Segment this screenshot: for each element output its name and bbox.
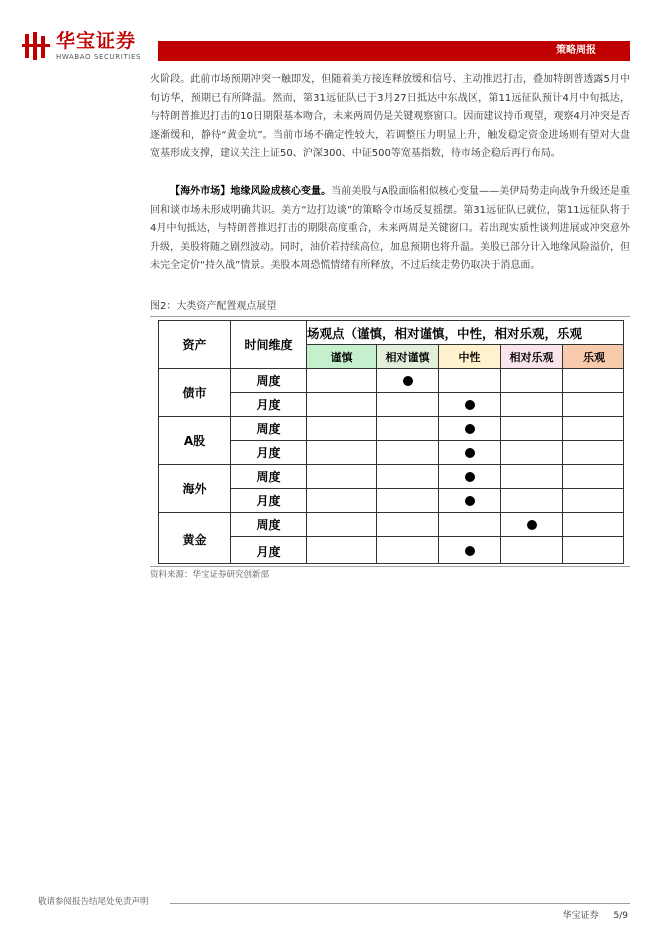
view-cell xyxy=(439,417,501,441)
col-header-asset: 资产 xyxy=(159,321,231,369)
view-cell xyxy=(501,465,563,489)
view-cell xyxy=(307,369,377,393)
view-cell xyxy=(501,369,563,393)
header-bar xyxy=(158,41,630,61)
view-cell xyxy=(563,537,624,564)
view-marker-icon xyxy=(465,546,475,556)
disclaimer-note: 敬请参阅报告结尾处免责声明 xyxy=(38,897,149,907)
asset-allocation-table xyxy=(158,320,624,564)
view-cell xyxy=(377,369,439,393)
view-level-1: 相对谨慎 xyxy=(377,345,439,369)
footer-brand: 华宝证券 xyxy=(562,911,599,921)
view-cell xyxy=(439,489,501,513)
view-cell xyxy=(307,417,377,441)
view-cell xyxy=(439,537,501,564)
view-marker-icon xyxy=(527,520,537,530)
view-level-4: 乐观 xyxy=(563,345,624,369)
view-cell xyxy=(307,537,377,564)
view-cell xyxy=(377,537,439,564)
view-cell xyxy=(307,465,377,489)
view-level-2: 中性 xyxy=(439,345,501,369)
view-cell xyxy=(501,489,563,513)
view-marker-icon xyxy=(403,376,413,386)
view-level-3: 相对乐观 xyxy=(501,345,563,369)
asset-name: 海外 xyxy=(159,465,231,513)
view-cell xyxy=(439,393,501,417)
view-cell xyxy=(377,489,439,513)
view-cell xyxy=(501,537,563,564)
view-cell xyxy=(439,441,501,465)
asset-name: A股 xyxy=(159,417,231,465)
view-cell xyxy=(377,513,439,537)
horizon-label: 月度 xyxy=(231,441,307,465)
view-marker-icon xyxy=(465,472,475,482)
view-marker-icon xyxy=(465,448,475,458)
horizon-label: 周度 xyxy=(231,465,307,489)
figure-title: 图2：大类资产配置观点展望 xyxy=(150,301,277,312)
view-cell xyxy=(439,465,501,489)
logo-english-name: HWABAO SECURITIES xyxy=(56,53,142,61)
logo-chinese-name: 华宝证券 xyxy=(56,30,137,52)
view-cell xyxy=(307,441,377,465)
view-cell xyxy=(563,465,624,489)
figure-divider xyxy=(150,316,630,317)
view-cell xyxy=(563,417,624,441)
view-cell xyxy=(439,369,501,393)
view-cell xyxy=(563,369,624,393)
paragraph-text: 当前美股与A股面临相似核心变量——美伊局势走向战争升级还是重回和谈市场未形成明确共识。美方“边打边谈”的策略令市场反复摇摆。第31远征队已就位，第11远征队将于4月中旬抵达，与特朗普推迟打击的期限高度重合，未来两周是关键窗口。若出现实质性谈判进展或冲突意外升级，美股将随之剧烈波动。同时，油价若持续高位，加息预期也将升温。美股已部分计入地缘风险溢价，但未完全定价“持久战”情景。美股本周恐慌情绪有所释放，不过后续走势仍取决于消息面。 xyxy=(150,186,631,272)
view-cell xyxy=(307,393,377,417)
horizon-label: 月度 xyxy=(231,489,307,513)
view-marker-icon xyxy=(465,424,475,434)
view-cell xyxy=(563,393,624,417)
source-divider xyxy=(150,566,630,567)
view-cell xyxy=(377,441,439,465)
view-cell xyxy=(501,513,563,537)
horizon-label: 周度 xyxy=(231,513,307,537)
paragraph-lead: 【海外市场】地缘风险成核心变量。 xyxy=(170,186,332,197)
page-number: 5/9 xyxy=(613,911,628,921)
view-cell xyxy=(563,441,624,465)
view-cell xyxy=(501,417,563,441)
view-cell xyxy=(439,513,501,537)
view-cell xyxy=(563,489,624,513)
horizon-label: 月度 xyxy=(231,393,307,417)
footer-info xyxy=(551,910,628,922)
col-header-view: 场观点（谨慎，相对谨慎，中性，相对乐观，乐观 xyxy=(307,321,624,345)
body-paragraph-1: 火阶段。此前市场预期冲突一触即发，但随着美方接连释放缓和信号、主动推迟打击，叠加特朗普透露5月中旬访华，预期已有所降温。然而，第31远征队已于3月27日抵达中东战区，第11远征队预计4月中旬抵达，与特朗普推迟打击的10日期限基本吻合，未来两周仍是关键观察窗口。因而建议持币观望，观察4月冲突是否逐渐缓和，静待“黄金坑”。当前市场不确定性较大，若调整压力明显上升，触发稳定资金进场则有望对大盘宽基形成支撑，建议关注上证50、沪深300、中证500等宽基指数，待市场企稳后再行布局。 xyxy=(150,74,630,160)
view-cell xyxy=(307,489,377,513)
figure-source: 资料来源：华宝证券研究创新部 xyxy=(150,570,270,580)
horizon-label: 周度 xyxy=(231,369,307,393)
asset-name: 债市 xyxy=(159,369,231,417)
view-cell xyxy=(377,417,439,441)
body-paragraph-2 xyxy=(150,183,630,276)
view-cell xyxy=(307,513,377,537)
company-logo xyxy=(22,28,162,64)
view-level-0: 谨慎 xyxy=(307,345,377,369)
report-type-label: 策略周报 xyxy=(556,45,596,56)
view-marker-icon xyxy=(465,496,475,506)
view-cell xyxy=(501,393,563,417)
logo-mark-icon xyxy=(22,32,52,60)
asset-name: 黄金 xyxy=(159,513,231,564)
col-header-horizon: 时间维度 xyxy=(231,321,307,369)
view-cell xyxy=(377,465,439,489)
horizon-label: 月度 xyxy=(231,537,307,564)
view-cell xyxy=(377,393,439,417)
horizon-label: 周度 xyxy=(231,417,307,441)
view-cell xyxy=(501,441,563,465)
view-marker-icon xyxy=(465,400,475,410)
footer-divider xyxy=(170,903,630,904)
view-cell xyxy=(563,513,624,537)
